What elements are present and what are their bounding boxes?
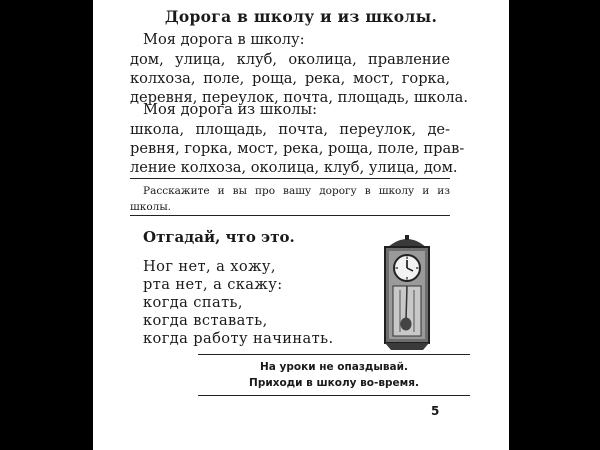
motto-line-2: Приходи в школу во-время. xyxy=(249,377,419,389)
from-school-line-2: ревня, горка, мост, река, роща, поле, прав- xyxy=(130,140,465,157)
to-school-heading: Моя дорога в школу: xyxy=(143,31,305,48)
to-school-line-2: колхоза, поле, роща, река, мост, горка, xyxy=(130,70,450,87)
from-school-heading: Моя дорога из школы: xyxy=(143,101,318,118)
to-school-line-3: деревня, переулок, почта, площадь, школа. xyxy=(130,89,468,106)
motto-rule-top xyxy=(198,354,470,355)
section-divider-2 xyxy=(130,215,450,216)
riddle-title: Отгадай, что это. xyxy=(143,228,295,246)
textbook-page xyxy=(93,0,509,450)
motto-line-1: На уроки не опаздывай. xyxy=(260,361,408,373)
riddle-line-4: когда вставать, xyxy=(143,312,268,329)
task-line-2: школы. xyxy=(130,201,172,213)
riddle-line-3: когда спать, xyxy=(143,294,243,311)
section-divider xyxy=(130,178,450,179)
riddle-line-1: Ног нет, а хожу, xyxy=(143,258,276,275)
from-school-line-1: школа, площадь, почта, переулок, де- xyxy=(130,121,450,138)
to-school-line-1: дом, улица, клуб, околица, правление xyxy=(130,51,450,68)
riddle-line-5: когда работу начинать. xyxy=(143,330,334,347)
pendulum-wall-clock-icon xyxy=(379,232,435,356)
task-line-1: Расскажите и вы про вашу дорогу в школу и из xyxy=(143,185,450,197)
page-number: 5 xyxy=(431,404,440,418)
from-school-line-3: ление колхоза, околица, клуб, улица, дом. xyxy=(130,159,458,176)
page-title: Дорога в школу и из школы. xyxy=(164,7,438,26)
motto-rule-bottom xyxy=(198,395,470,396)
riddle-line-2: рта нет, а скажу: xyxy=(143,276,283,293)
